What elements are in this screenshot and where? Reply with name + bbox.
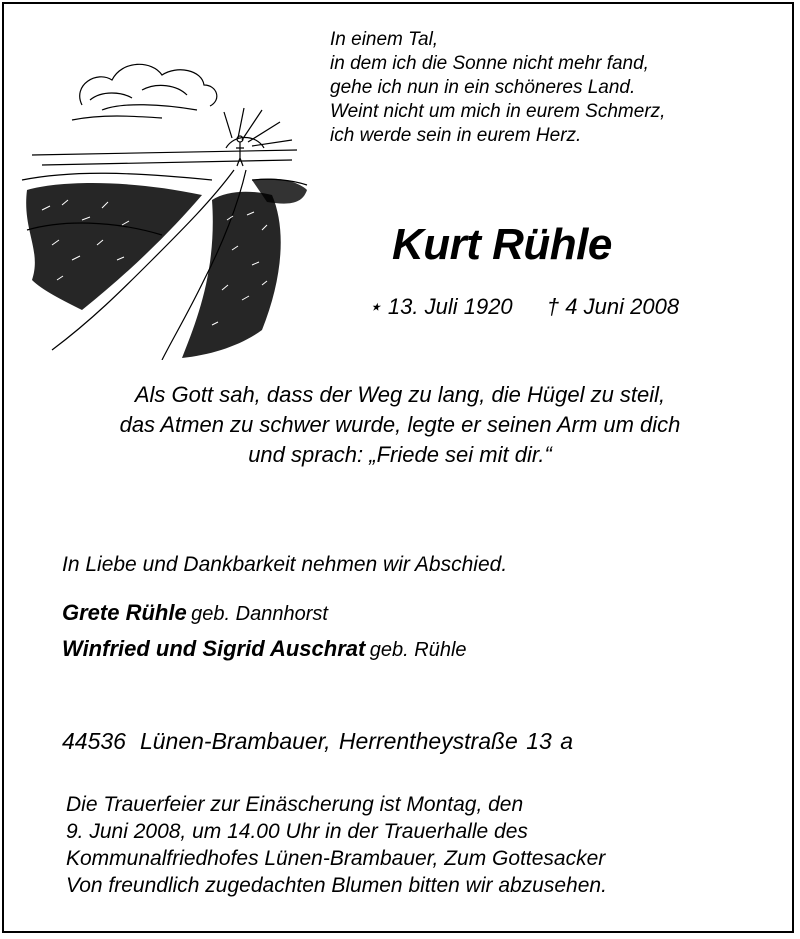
poem — [330, 28, 665, 148]
address-postcode: 44536 — [62, 728, 126, 754]
landscape-path-illustration — [12, 30, 312, 360]
verse-line: Als Gott sah, dass der Weg zu lang, die Hügel zu steil, — [134, 382, 666, 407]
funeral-notice — [66, 791, 607, 899]
funeral-line: 9. Juni 2008, um 14.00 Uhr in der Trauerhalle des — [66, 820, 528, 843]
poem-line: in dem ich die Sonne nicht mehr fand, — [330, 53, 649, 74]
birth-star-icon: ⋆ — [368, 294, 382, 319]
death-date: 4 Juni 2008 — [565, 294, 680, 319]
verse — [0, 380, 800, 470]
verse-line: und sprach: „Friede sei mit dir.“ — [248, 442, 552, 467]
verse-line: das Atmen zu schwer wurde, legte er seinen Arm um dich — [119, 412, 681, 437]
deceased-name: Kurt Rühle — [392, 220, 612, 269]
funeral-line: Von freundlich zugedachten Blumen bitten wir abzusehen. — [66, 874, 607, 897]
poem-line: ich werde sein in eurem Herz. — [330, 125, 582, 146]
poem-line: In einem Tal, — [330, 29, 439, 50]
mourner-note: geb. Rühle — [369, 639, 467, 661]
death-cross-icon: † — [546, 294, 560, 319]
birth-date: 13. Juli 1920 — [387, 294, 513, 319]
mourner — [62, 596, 467, 632]
address-street: Lünen-Brambauer, Herrentheystraße 13 a — [139, 728, 573, 754]
mourner-name: Grete Rühle — [62, 600, 187, 625]
poem-line: Weint nicht um mich in eurem Schmerz, — [330, 101, 666, 122]
poem-line: gehe ich nun in ein schöneres Land. — [330, 77, 636, 98]
mourner-note: geb. Dannhorst — [191, 603, 328, 625]
address — [62, 728, 573, 755]
mourners-list — [62, 596, 467, 668]
life-dates — [368, 294, 679, 320]
mourner-name: Winfried und Sigrid Auschrat — [62, 636, 366, 661]
farewell-text: In Liebe und Dankbarkeit nehmen wir Abschied. — [62, 553, 508, 576]
mourner — [62, 632, 467, 668]
funeral-line: Kommunalfriedhofes Lünen-Brambauer, Zum Gottesacker — [66, 847, 606, 870]
funeral-line: Die Trauerfeier zur Einäscherung ist Montag, den — [66, 793, 524, 816]
